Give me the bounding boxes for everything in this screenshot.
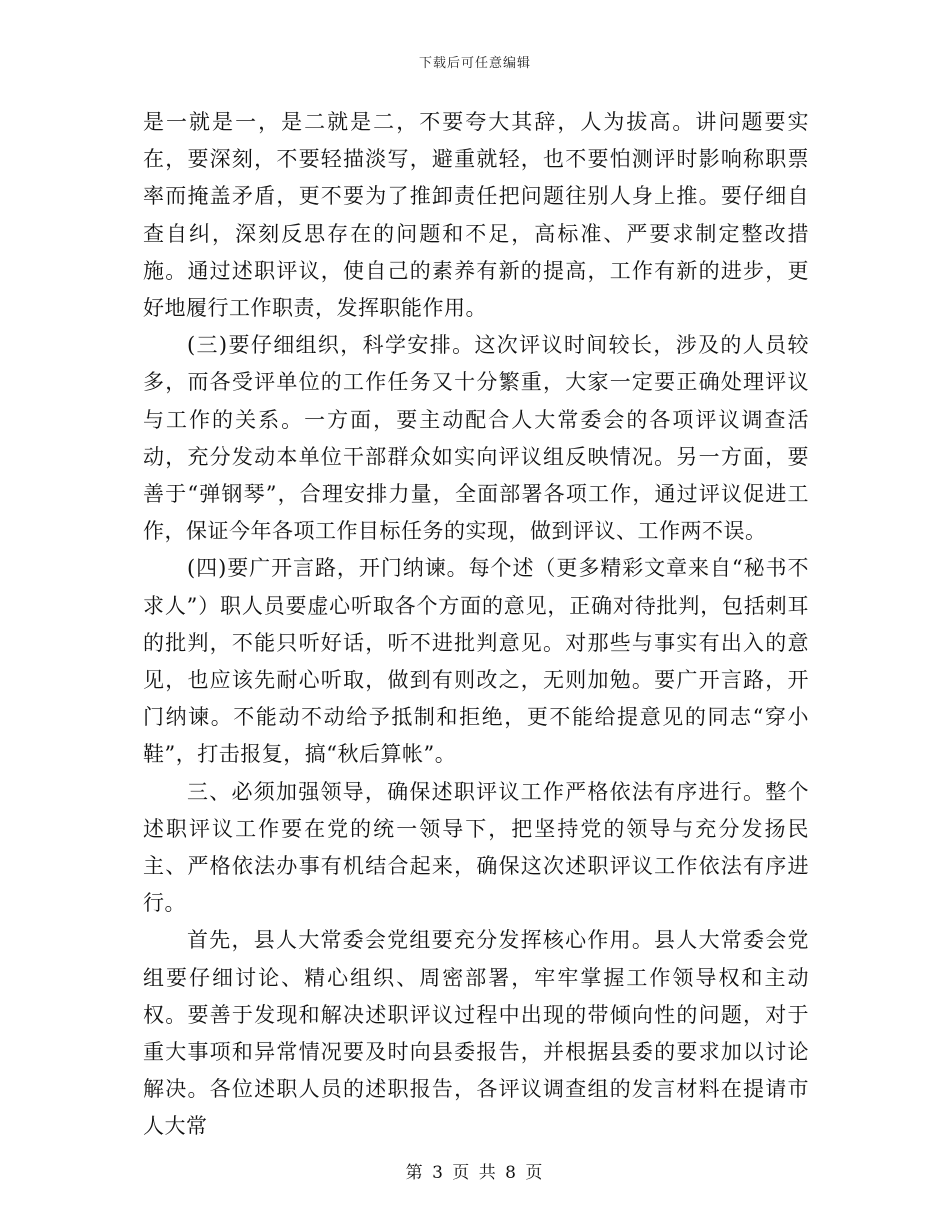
footer-page-word: 页 xyxy=(452,1163,472,1183)
page-footer xyxy=(0,1158,950,1183)
footer-prefix: 第 xyxy=(405,1163,425,1183)
page-header: 下载后可任意编辑 xyxy=(418,56,531,71)
footer-suffix: 页 xyxy=(525,1163,545,1183)
paragraph-5: 首先，县人大常委会党组要充分发挥核心作用。县人大常委会党组要仔细讨论、精心组织、周密部署，牢牢掌握工作领导权和主动权。要善于发现和解决述职评议过程中出现的带倾向性的问题，对于重大事项和异常情况要及时向县委报告，并根据县委的要求加以讨论解决。各位述职人员的述职报告，各评议调查组的发言材料在提请市人大常 xyxy=(143,928,809,1139)
footer-total-word: 共 xyxy=(478,1163,498,1183)
document-body xyxy=(143,104,809,1146)
paragraph-3: (四)要广开言路，开门纳谏。每个述（更多精彩文章来自“秘书不求人”）职人员要虚心听取各个方面的意见，正确对待批判，包括刺耳的批判，不能只听好话，听不进批判意见。对那些与事实有出入的意见，也应该先耐心听取，做到有则改之，无则加勉。要广开言路，开门纳谏。不能动不动给予抵制和拒绝，更不能给提意见的同志“穿小鞋”，打击报复，搞“秋后算帐”。 xyxy=(143,556,809,767)
current-page-number: 3 xyxy=(432,1163,445,1183)
paragraph-2: (三)要仔细组织，科学安排。这次评议时间较长，涉及的人员较多，而各受评单位的工作任务又十分繁重，大家一定要正确处理评议与工作的关系。一方面，要主动配合人大常委会的各项评议调查活动，充分发动本单位干部群众如实向评议组反映情况。另一方面，要善于“弹钢琴”，合理安排力量，全面部署各项工作，通过评议促进工作，保证今年各项工作目标任务的实现，做到评议、工作两不误。 xyxy=(143,333,809,544)
paragraph-1: 是一就是一，是二就是二，不要夸大其辞，人为拔高。讲问题要实在，要深刻，不要轻描淡写，避重就轻，也不要怕测评时影响称职票率而掩盖矛盾，更不要为了推卸责任把问题往别人身上推。要仔细自查自纠，深刻反思存在的问题和不足，高标准、严要求制定整改措施。通过述职评议，使自己的素养有新的提高，工作有新的进步，更好地履行工作职责，发挥职能作用。 xyxy=(143,110,809,321)
paragraph-4: 三、必须加强领导，确保述职评议工作严格依法有序进行。整个述职评议工作要在党的统一领导下，把坚持党的领导与充分发扬民主、严格依法办事有机结合起来，确保这次述职评议工作依法有序进行。 xyxy=(143,779,809,916)
total-pages-number: 8 xyxy=(505,1163,518,1183)
